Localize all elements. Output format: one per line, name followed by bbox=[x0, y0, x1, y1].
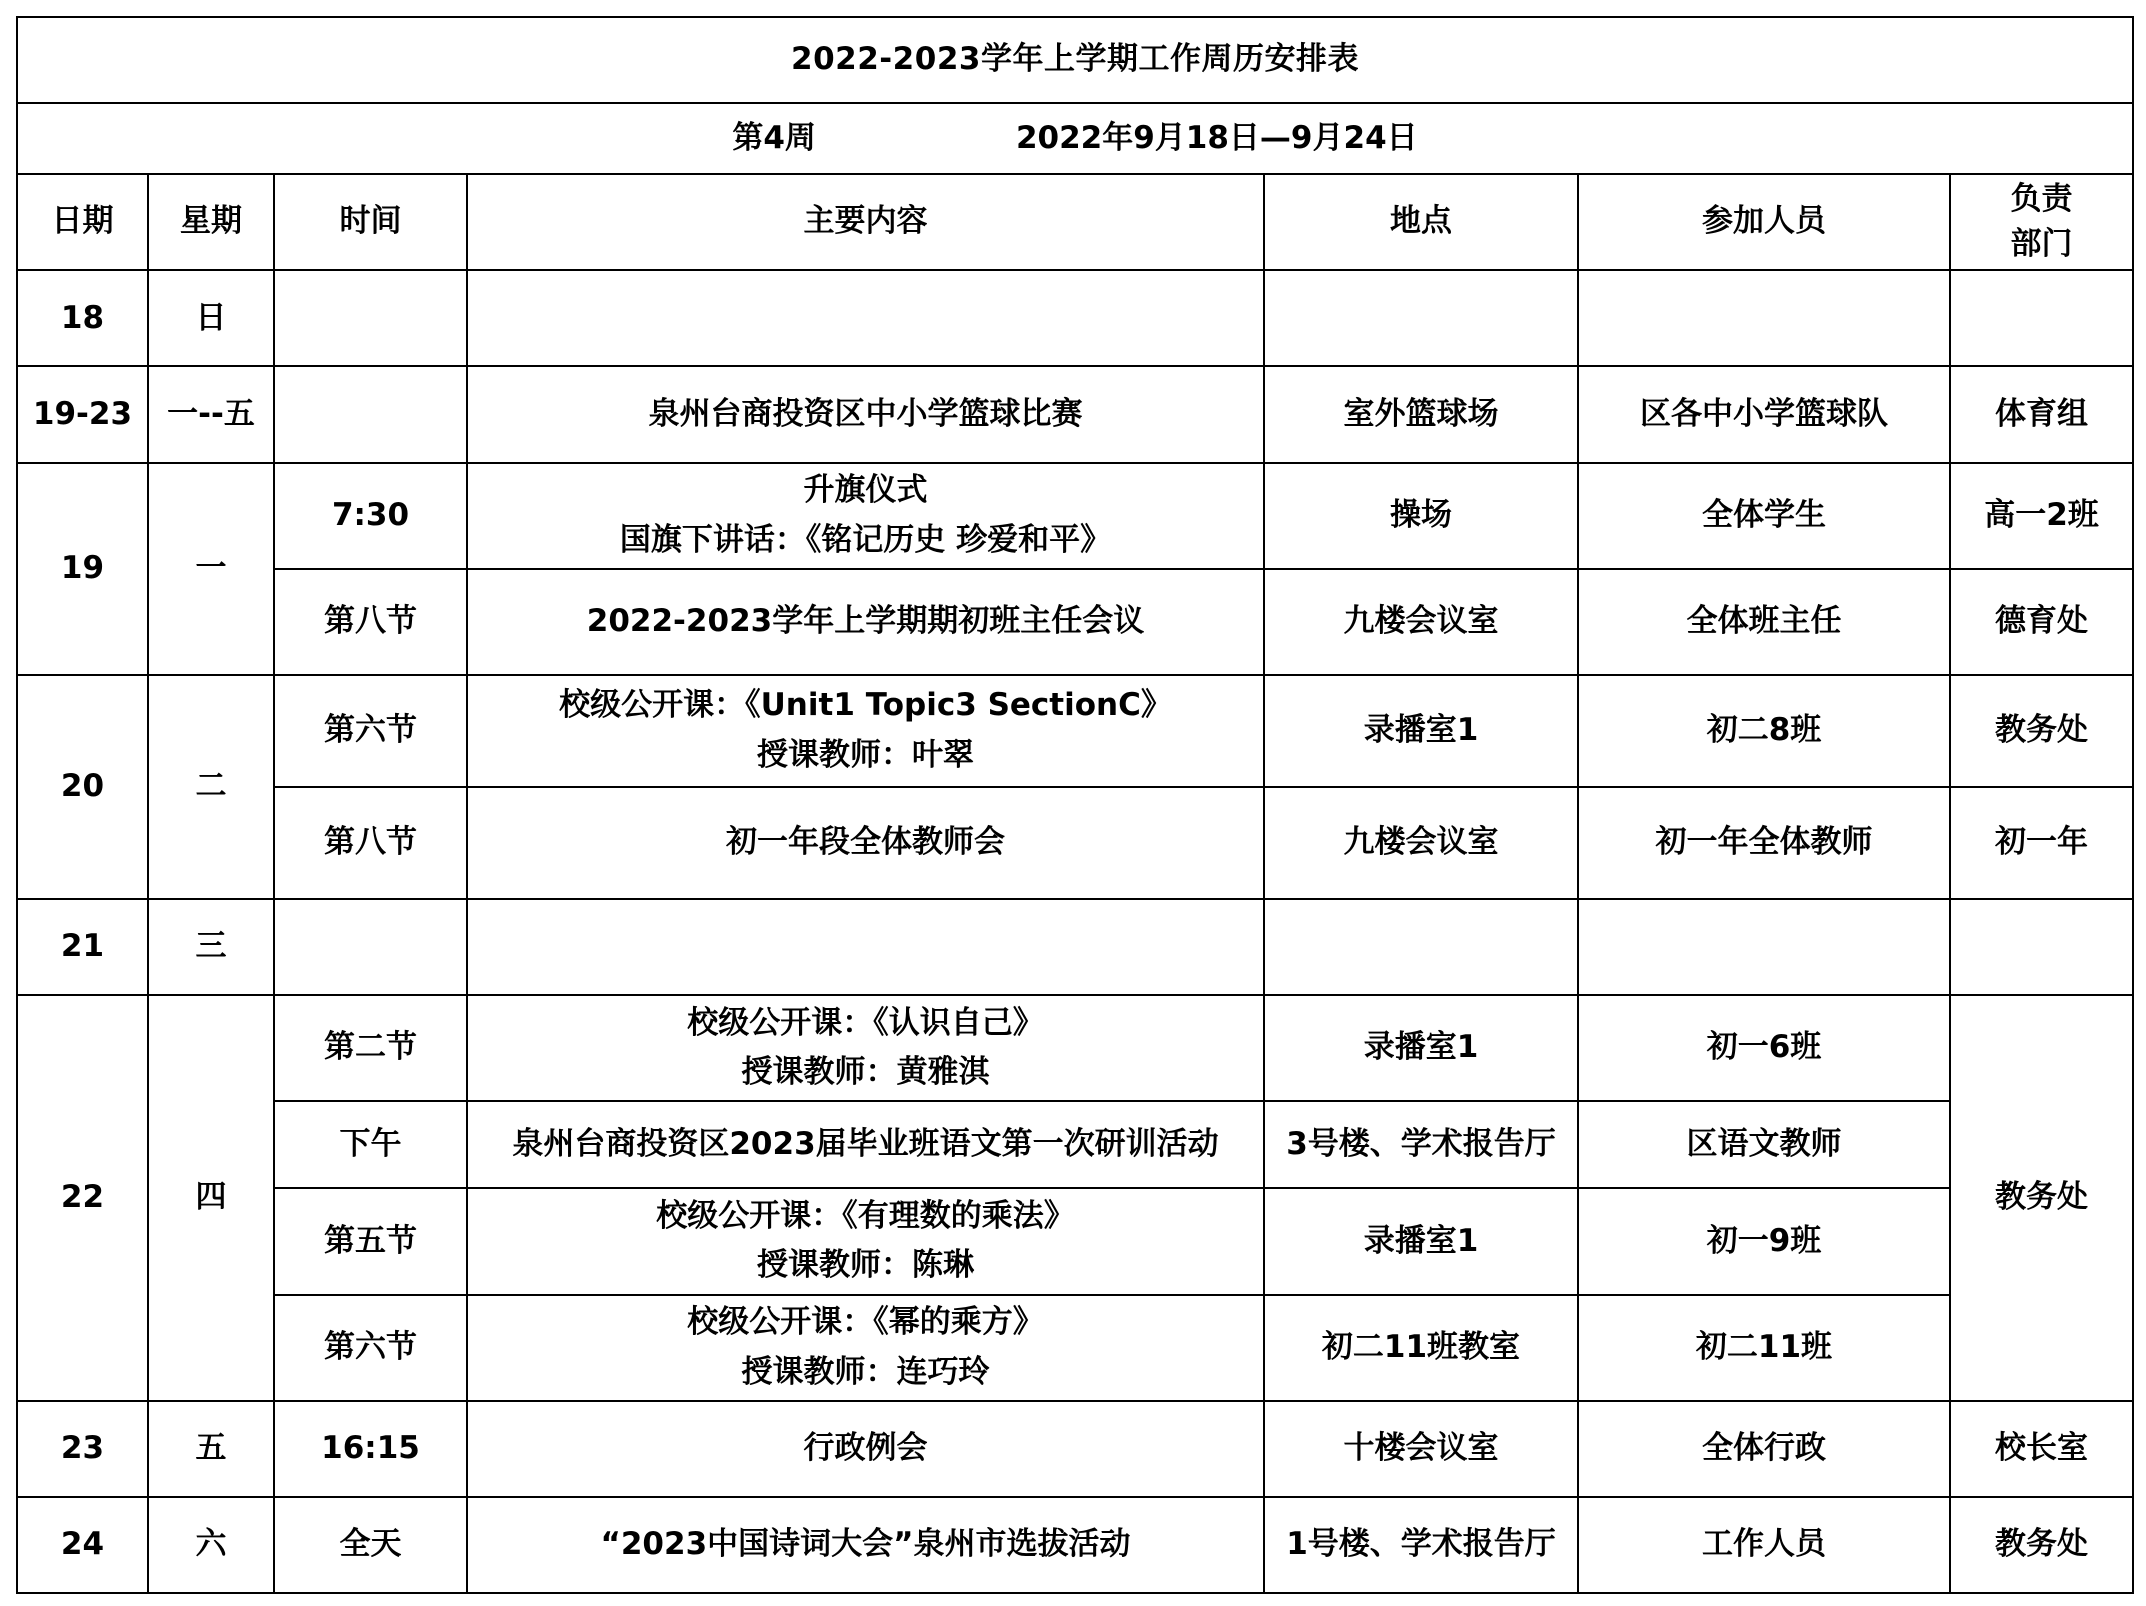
header-row bbox=[17, 174, 2133, 270]
cell-dept: 教务处 bbox=[1950, 995, 2133, 1400]
cell-content bbox=[467, 463, 1264, 569]
cell-dept: 教务处 bbox=[1950, 675, 2133, 787]
week-info bbox=[17, 103, 2133, 174]
content-line2: 授课教师：陈琳 bbox=[757, 1247, 974, 1284]
cell-people: 初一9班 bbox=[1578, 1188, 1950, 1294]
cell-place: 初二11班教室 bbox=[1264, 1295, 1578, 1401]
table-row bbox=[17, 270, 2133, 366]
cell-content bbox=[467, 1188, 1264, 1294]
cell-dept bbox=[1950, 270, 2133, 366]
cell-place bbox=[1264, 270, 1578, 366]
cell-date: 20 bbox=[17, 675, 148, 899]
cell-dept: 体育组 bbox=[1950, 366, 2133, 462]
cell-time bbox=[274, 366, 467, 462]
table-row bbox=[17, 787, 2133, 899]
cell-time: 下午 bbox=[274, 1101, 467, 1188]
cell-content bbox=[467, 675, 1264, 787]
header-dept bbox=[1950, 174, 2133, 270]
cell-time: 第六节 bbox=[274, 1295, 467, 1401]
cell-time: 全天 bbox=[274, 1497, 467, 1593]
cell-time: 第二节 bbox=[274, 995, 467, 1101]
cell-place: 1号楼、学术报告厅 bbox=[1264, 1497, 1578, 1593]
cell-weekday: 六 bbox=[148, 1497, 274, 1593]
cell-time: 7:30 bbox=[274, 463, 467, 569]
cell-time bbox=[274, 270, 467, 366]
cell-place: 九楼会议室 bbox=[1264, 787, 1578, 899]
cell-dept: 校长室 bbox=[1950, 1401, 2133, 1497]
header-date: 日期 bbox=[17, 174, 148, 270]
cell-weekday: 一 bbox=[148, 463, 274, 675]
page-title: 2022-2023学年上学期工作周历安排表 bbox=[17, 17, 2133, 103]
cell-date: 24 bbox=[17, 1497, 148, 1593]
content-line1: 升旗仪式 bbox=[803, 471, 928, 508]
cell-people: 初二8班 bbox=[1578, 675, 1950, 787]
week-row bbox=[17, 103, 2133, 174]
cell-place: 操场 bbox=[1264, 463, 1578, 569]
schedule-table bbox=[16, 16, 2134, 1594]
table-row bbox=[17, 995, 2133, 1101]
content-line1: 校级公开课：《认识自己》 bbox=[687, 1004, 1044, 1041]
header-dept-line1: 负责 bbox=[2010, 181, 2073, 218]
cell-dept: 教务处 bbox=[1950, 1497, 2133, 1593]
header-time: 时间 bbox=[274, 174, 467, 270]
cell-content: 泉州台商投资区2023届毕业班语文第一次研训活动 bbox=[467, 1101, 1264, 1188]
cell-date: 18 bbox=[17, 270, 148, 366]
cell-weekday: 四 bbox=[148, 995, 274, 1400]
cell-place: 3号楼、学术报告厅 bbox=[1264, 1101, 1578, 1188]
cell-content: 2022-2023学年上学期期初班主任会议 bbox=[467, 569, 1264, 675]
content-line1: 校级公开课：《Unit1 Topic3 SectionC》 bbox=[559, 687, 1172, 724]
cell-people: 全体学生 bbox=[1578, 463, 1950, 569]
table-row bbox=[17, 569, 2133, 675]
cell-time: 第六节 bbox=[274, 675, 467, 787]
cell-weekday: 日 bbox=[148, 270, 274, 366]
table-row bbox=[17, 1295, 2133, 1401]
cell-people: 初一6班 bbox=[1578, 995, 1950, 1101]
week-range: 2022年9月18日—9月24日 bbox=[1015, 119, 1418, 156]
cell-content bbox=[467, 899, 1264, 995]
header-dept-line2: 部门 bbox=[2010, 226, 2073, 263]
content-line1: 校级公开课：《有理数的乘法》 bbox=[656, 1197, 1075, 1234]
cell-time: 第八节 bbox=[274, 569, 467, 675]
cell-place: 录播室1 bbox=[1264, 995, 1578, 1101]
content-line2: 授课教师：连巧玲 bbox=[741, 1353, 990, 1390]
cell-dept: 初一年 bbox=[1950, 787, 2133, 899]
header-weekday: 星期 bbox=[148, 174, 274, 270]
cell-people: 全体班主任 bbox=[1578, 569, 1950, 675]
table-row bbox=[17, 1188, 2133, 1294]
cell-time: 第八节 bbox=[274, 787, 467, 899]
cell-place: 录播室1 bbox=[1264, 675, 1578, 787]
cell-time: 16:15 bbox=[274, 1401, 467, 1497]
title-row bbox=[17, 17, 2133, 103]
cell-time bbox=[274, 899, 467, 995]
cell-place: 录播室1 bbox=[1264, 1188, 1578, 1294]
cell-weekday: 五 bbox=[148, 1401, 274, 1497]
cell-content bbox=[467, 270, 1264, 366]
cell-people bbox=[1578, 270, 1950, 366]
cell-people bbox=[1578, 899, 1950, 995]
cell-weekday: 一--五 bbox=[148, 366, 274, 462]
header-content: 主要内容 bbox=[467, 174, 1264, 270]
cell-content: “2023中国诗词大会”泉州市选拔活动 bbox=[467, 1497, 1264, 1593]
cell-place: 十楼会议室 bbox=[1264, 1401, 1578, 1497]
cell-people: 初一年全体教师 bbox=[1578, 787, 1950, 899]
cell-place bbox=[1264, 899, 1578, 995]
content-line2: 国旗下讲话：《铭记历史 珍爱和平》 bbox=[619, 521, 1112, 558]
cell-time: 第五节 bbox=[274, 1188, 467, 1294]
cell-people: 区语文教师 bbox=[1578, 1101, 1950, 1188]
cell-content: 初一年段全体教师会 bbox=[467, 787, 1264, 899]
cell-date: 23 bbox=[17, 1401, 148, 1497]
cell-dept: 高一2班 bbox=[1950, 463, 2133, 569]
table-row bbox=[17, 1101, 2133, 1188]
table-row bbox=[17, 463, 2133, 569]
content-line2: 授课教师：叶翠 bbox=[757, 736, 974, 773]
cell-weekday: 三 bbox=[148, 899, 274, 995]
table-row bbox=[17, 675, 2133, 787]
cell-people: 区各中小学篮球队 bbox=[1578, 366, 1950, 462]
cell-people: 全体行政 bbox=[1578, 1401, 1950, 1497]
cell-date: 22 bbox=[17, 995, 148, 1400]
cell-date: 21 bbox=[17, 899, 148, 995]
cell-date: 19-23 bbox=[17, 366, 148, 462]
week-label: 第4周 bbox=[732, 119, 816, 156]
cell-weekday: 二 bbox=[148, 675, 274, 899]
cell-people: 初二11班 bbox=[1578, 1295, 1950, 1401]
cell-dept: 德育处 bbox=[1950, 569, 2133, 675]
content-line2: 授课教师：黄雅淇 bbox=[741, 1054, 990, 1091]
cell-date: 19 bbox=[17, 463, 148, 675]
table-row bbox=[17, 1497, 2133, 1593]
cell-content: 行政例会 bbox=[467, 1401, 1264, 1497]
header-people: 参加人员 bbox=[1578, 174, 1950, 270]
table-row bbox=[17, 366, 2133, 462]
table-row bbox=[17, 1401, 2133, 1497]
cell-people: 工作人员 bbox=[1578, 1497, 1950, 1593]
cell-dept bbox=[1950, 899, 2133, 995]
content-line1: 校级公开课：《幂的乘方》 bbox=[687, 1303, 1044, 1340]
header-place: 地点 bbox=[1264, 174, 1578, 270]
cell-content bbox=[467, 1295, 1264, 1401]
cell-content bbox=[467, 995, 1264, 1101]
cell-place: 室外篮球场 bbox=[1264, 366, 1578, 462]
cell-content: 泉州台商投资区中小学篮球比赛 bbox=[467, 366, 1264, 462]
cell-place: 九楼会议室 bbox=[1264, 569, 1578, 675]
table-row bbox=[17, 899, 2133, 995]
